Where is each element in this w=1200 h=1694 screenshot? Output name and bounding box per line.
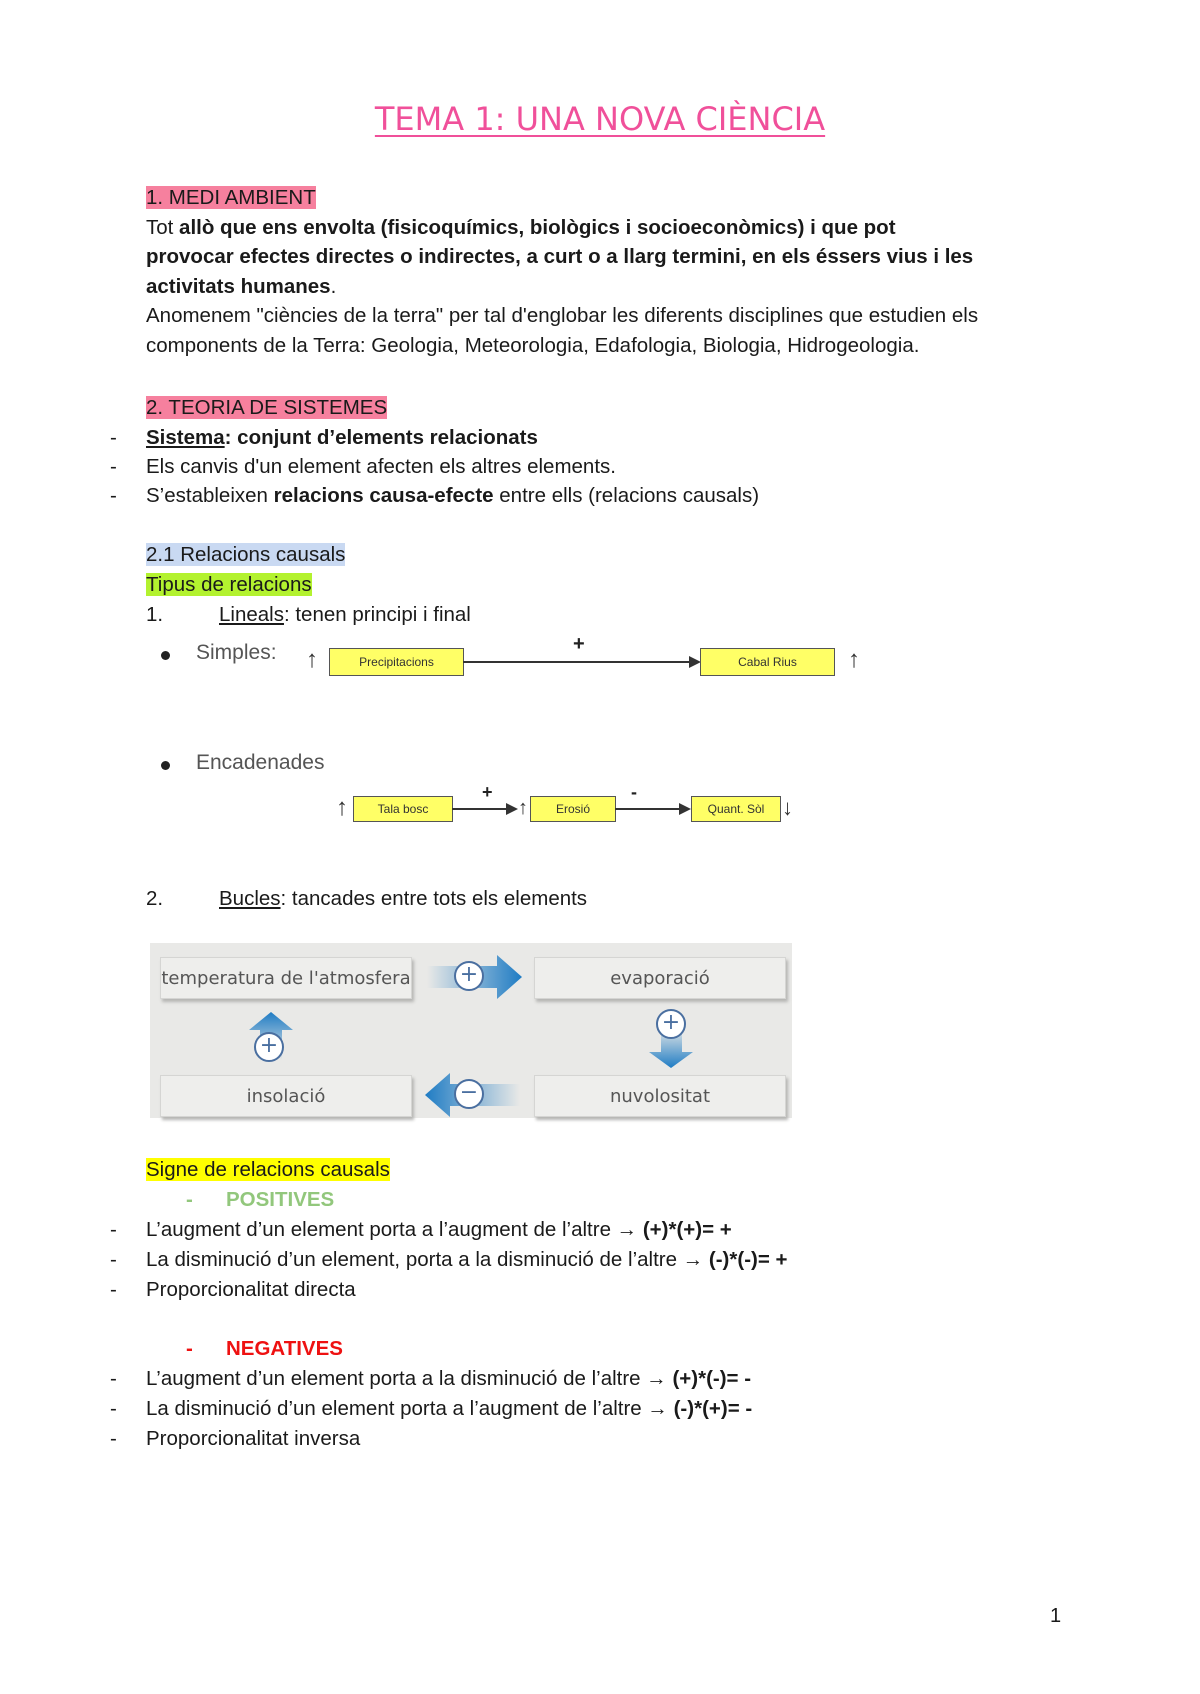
list-item: Proporcionalitat directa	[146, 1278, 356, 1301]
minus-circle-icon: −	[454, 1079, 484, 1109]
section-heading: 2. TEORIA DE SISTEMES	[146, 396, 388, 419]
arrow-up-icon: ↑	[518, 797, 528, 819]
section-signe-relacions	[146, 1155, 1060, 1185]
diagram-box-cabal-rius: Cabal Rius	[700, 648, 835, 676]
relation-sign: +	[573, 633, 585, 655]
loop-box-insolacio: insolació	[160, 1075, 412, 1117]
loop-box-temperatura: temperatura de l'atmosfera	[160, 957, 412, 999]
loop-box-evaporacio: evaporació	[534, 957, 786, 999]
document-page: TEMA 1: UNA NOVA CIÈNCIA 1. MEDI AMBIENT Tot allò que ens envolta (fisicoquímics, biològics i socioeconòmics) i que pot provocar efectes directes o indirectes, a curt o a llarg termini, en els éssers vius i les activitats humanes. Anomenem "ciències de la terra" per tal d'englobar les diferents disciplines que estudien els components de la Terra: Geologia, Meteorologia, Edafologia, Biologia, Hidrogeologia. 2. TEORIA DE SISTEMES - Sistema: conjunt d’elements relacionats - Els canvis d'un element afecten els altres elements. - S’estableixen relacions causa-efecte entre ells (relacions causals) 2.1 Relacions causals Tipus de relacions 1. Lineals: tenen principi i final Simples: ↑ Precipitacions + Cabal Rius ↑ Encadenades ↑ Tala bosc + ↑ Erosió - Quant. Sòl ↓ 2. Bucles: tancades entre tots els elements temperatura de l'atmosfera evaporació insolació nuvolositat + + − + Signe de relacions causals - POSITIVES - L’augment d’un element porta a l’augment de l’altre → (+)*(+)= + - La disminució d’un element, porta a la disminució de l’altre → (-)*(-)= + - Proporcionalitat directa - NEGATIVES - L’augment d’un element porta a la disminució de l’altre → (+)*(-)= - - La disminució d’un element porta a l’augment de l’altre → (-)*(+)= - - Proporcionalitat inversa 1	[0, 0, 1200, 1694]
list-item-bucles: Bucles: tancades entre tots els elements	[219, 887, 588, 910]
paragraph: components de la Terra: Geologia, Meteorologia, Edafologia, Biologia, Hidrogeologia.	[146, 333, 920, 357]
arrow-down-icon: ↓	[782, 795, 793, 820]
list-item: La disminució d’un element, porta a la disminució de l’altre → (-)*(-)= +	[146, 1248, 788, 1271]
plus-circle-icon: +	[254, 1032, 284, 1062]
plus-circle-icon: +	[656, 1009, 686, 1039]
paragraph: Anomenem "ciències de la terra" per tal d'englobar les diferents disciplines que estudien els	[146, 304, 979, 327]
diagram-box-precipitacions: Precipitacions	[329, 648, 464, 676]
list-item-lineals: Lineals: tenen principi i final	[219, 603, 471, 626]
list-item: Proporcionalitat inversa	[146, 1427, 361, 1450]
list-item: Els canvis d'un element afecten els altres elements.	[146, 455, 616, 478]
arrow-up-icon: ↑	[306, 646, 318, 673]
label-negatives: NEGATIVES	[226, 1337, 343, 1360]
section-heading: 1. MEDI AMBIENT	[146, 186, 316, 209]
plus-circle-icon: +	[454, 961, 484, 991]
subsection-heading: 2.1 Relacions causals	[146, 543, 346, 566]
arrow-up-icon: ↑	[336, 794, 348, 821]
document-title: TEMA 1: UNA NOVA CIÈNCIA	[374, 100, 826, 138]
arrow-up-icon: ↑	[848, 646, 860, 673]
page-number: 1	[1050, 1605, 1062, 1627]
section-medi-ambient: 1. MEDI AMBIENT Tot allò que ens envolta (fisicoquímics, biològics i socioeconòmics) i que pot provocar efectes directes o indirectes, a curt o a llarg termini, en els éssers vius i les activitats humanes. Anomenem "ciències de la terra" per tal d'englobar les diferents disciplines que estudien els components de la Terra: Geologia, Meteorologia, Edafologia, Biologia, Hidrogeologia.	[146, 183, 1060, 360]
list-item: L’augment d’un element porta a la disminució de l’altre → (+)*(-)= -	[146, 1367, 752, 1390]
list-item: Sistema: conjunt d’elements relacionats	[146, 426, 538, 449]
relation-sign: -	[631, 782, 637, 802]
relation-sign: +	[482, 782, 493, 802]
subsection-subheading: Tipus de relacions	[146, 572, 312, 596]
diagram-box-erosio: Erosió	[530, 796, 616, 822]
list-item: L’augment d’un element porta a l’augment de l’altre → (+)*(+)= +	[146, 1218, 732, 1241]
list-item: S’estableixen relacions causa-efecte entre ells (relacions causals)	[146, 484, 760, 507]
diagram-label-encadenades: Encadenades	[196, 751, 325, 774]
loop-box-nuvolositat: nuvolositat	[534, 1075, 786, 1117]
list-item: La disminució d’un element porta a l’augment de l’altre → (-)*(+)= -	[146, 1397, 753, 1420]
diagram-box-tala-bosc: Tala bosc	[353, 796, 453, 822]
diagram-box-quant-sol: Quant. Sòl	[691, 796, 781, 822]
diagram-label-simples: Simples:	[196, 641, 277, 664]
subsection-subheading: Signe de relacions causals	[146, 1158, 390, 1181]
label-positives: POSITIVES	[226, 1188, 335, 1211]
